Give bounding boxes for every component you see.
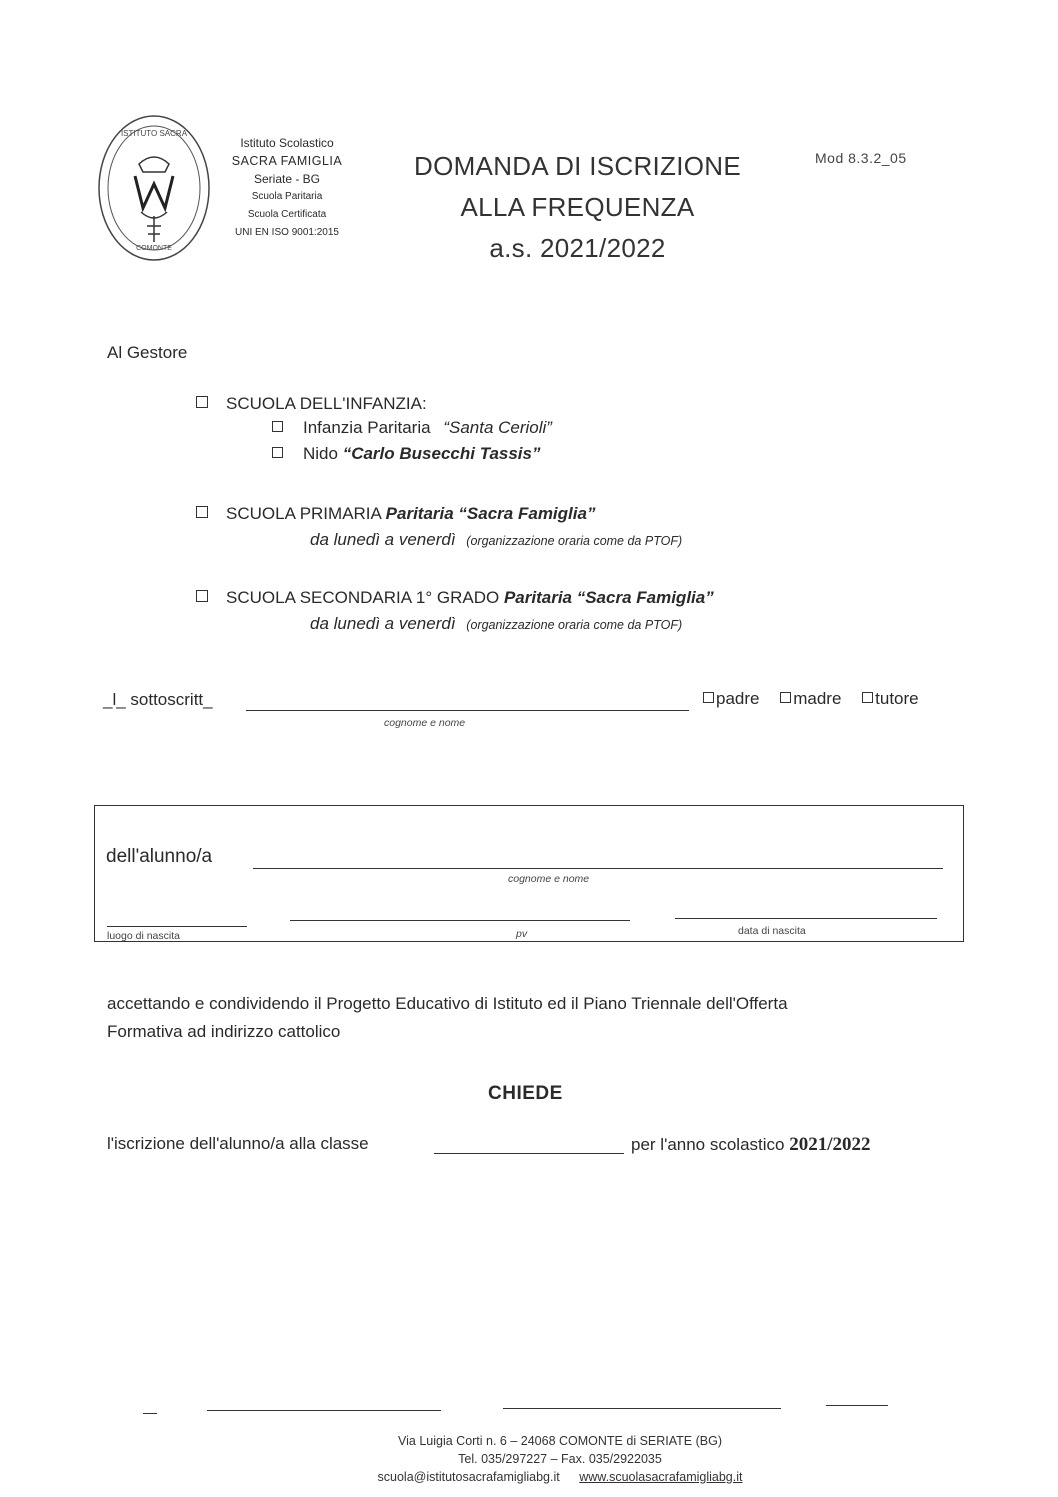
pv-caption: pv xyxy=(516,928,528,940)
student-name-field[interactable] xyxy=(253,868,943,869)
institute-line: Scuola Certificata xyxy=(247,209,327,220)
student-name-caption: cognome e nome xyxy=(508,873,590,885)
signer-prefix: _l_ sottoscritt_ xyxy=(103,690,213,709)
request-mid xyxy=(631,1134,871,1156)
checkbox-secondaria[interactable] xyxy=(196,590,208,602)
option-secondaria[interactable] xyxy=(196,588,714,608)
role-padre-label: padre xyxy=(716,689,760,708)
checkbox-infanzia-paritaria[interactable] xyxy=(272,421,283,432)
checkbox-nido[interactable] xyxy=(272,447,283,458)
option-infanzia-paritaria[interactable] xyxy=(272,418,552,438)
paragraph-line: accettando e condividendo il Progetto Educativo di Istituto ed il Piano Triennale dell'Offerta xyxy=(107,994,788,1013)
request-year: 2021/2022 xyxy=(789,1134,871,1155)
title-line: DOMANDA DI ISCRIZIONE xyxy=(414,151,741,181)
checkbox-padre[interactable] xyxy=(703,692,714,703)
birthplace-caption: luogo di nascita xyxy=(107,930,180,942)
role-madre[interactable] xyxy=(780,689,841,708)
footer-divider xyxy=(207,1410,441,1411)
svg-text:ISTITUTO SACRA: ISTITUTO SACRA xyxy=(120,129,188,138)
infanzia-label: SCUOLA DELL'INFANZIA: xyxy=(226,394,427,413)
institute-line: UNI EN ISO 9001:2015 xyxy=(235,227,339,238)
module-code: Mod 8.3.2_05 xyxy=(815,150,907,166)
student-label: dell'alunno/a xyxy=(106,846,213,867)
role-padre[interactable] xyxy=(703,689,759,708)
chiede-heading: CHIEDE xyxy=(488,1083,563,1104)
footer-divider xyxy=(826,1405,888,1406)
secondaria-suffix: Paritaria “Sacra Famiglia” xyxy=(503,588,714,607)
option-primaria[interactable] xyxy=(196,504,595,524)
document-title xyxy=(380,146,775,269)
footer-divider xyxy=(503,1408,781,1409)
secondaria-note: (organizzazione oraria come da PTOF) xyxy=(466,618,683,632)
institute-line: Scuola Paritaria xyxy=(251,191,323,202)
request-mid-text: per l'anno scolastico xyxy=(631,1135,785,1154)
primaria-label: SCUOLA PRIMARIA xyxy=(226,504,381,523)
checkbox-infanzia[interactable] xyxy=(196,396,208,408)
title-line: ALLA FREQUENZA xyxy=(460,192,695,222)
option-infanzia[interactable] xyxy=(196,394,427,414)
nido-prefix: Nido xyxy=(303,444,338,463)
secondaria-label: SCUOLA SECONDARIA 1° GRADO xyxy=(226,588,500,607)
svg-text:COMONTE: COMONTE xyxy=(136,245,172,252)
option-nido[interactable] xyxy=(272,444,541,464)
institute-line: SACRA FAMIGLIA xyxy=(231,154,343,168)
addressee: Al Gestore xyxy=(107,343,188,362)
primaria-suffix: Paritaria “Sacra Famiglia” xyxy=(385,504,596,523)
paragraph-line: Formativa ad indirizzo cattolico xyxy=(107,1022,341,1041)
footer xyxy=(300,1432,820,1486)
request-prefix: l'iscrizione dell'alunno/a alla classe xyxy=(107,1134,369,1153)
institute-info xyxy=(212,134,362,242)
birthdate-caption: data di nascita xyxy=(738,925,806,937)
signer-roles xyxy=(703,689,919,709)
role-tutore-label: tutore xyxy=(875,689,919,708)
footer-phone: Tel. 035/297227 – Fax. 035/2922035 xyxy=(458,1452,662,1466)
institute-line: Seriate - BG xyxy=(253,172,321,186)
birthplace-field[interactable] xyxy=(107,926,247,927)
class-field[interactable] xyxy=(434,1153,624,1154)
title-line: a.s. 2021/2022 xyxy=(489,233,666,263)
footer-address: Via Luigia Corti n. 6 – 24068 COMONTE di SERIATE (BG) xyxy=(398,1434,722,1448)
birthdate-field[interactable] xyxy=(675,918,937,919)
footer-website[interactable]: www.scuolasacrafamigliabg.it xyxy=(579,1470,743,1484)
school-seal-logo xyxy=(95,112,213,264)
role-tutore[interactable] xyxy=(862,689,918,708)
checkbox-madre[interactable] xyxy=(780,692,791,703)
footer-divider xyxy=(143,1413,157,1414)
infanzia-sub1-prefix: Infanzia Paritaria xyxy=(303,418,431,437)
secondaria-schedule xyxy=(310,614,682,634)
checkbox-tutore[interactable] xyxy=(862,692,873,703)
primaria-days: da lunedì a venerdì xyxy=(310,530,456,549)
primaria-schedule xyxy=(310,530,682,550)
nido-name: “Carlo Busecchi Tassis” xyxy=(342,444,541,463)
signer-name-field[interactable] xyxy=(246,710,689,711)
footer-contacts xyxy=(300,1468,820,1486)
institute-line: Istituto Scolastico xyxy=(240,136,334,150)
infanzia-sub1-name: “Santa Cerioli” xyxy=(443,418,552,437)
province-field[interactable] xyxy=(290,920,630,921)
checkbox-primaria[interactable] xyxy=(196,506,208,518)
signer-caption: cognome e nome xyxy=(384,717,466,729)
primaria-note: (organizzazione oraria come da PTOF) xyxy=(466,534,683,548)
role-madre-label: madre xyxy=(793,689,842,708)
footer-email[interactable]: scuola@istitutosacrafamigliabg.it xyxy=(377,1470,560,1484)
secondaria-days: da lunedì a venerdì xyxy=(310,614,456,633)
